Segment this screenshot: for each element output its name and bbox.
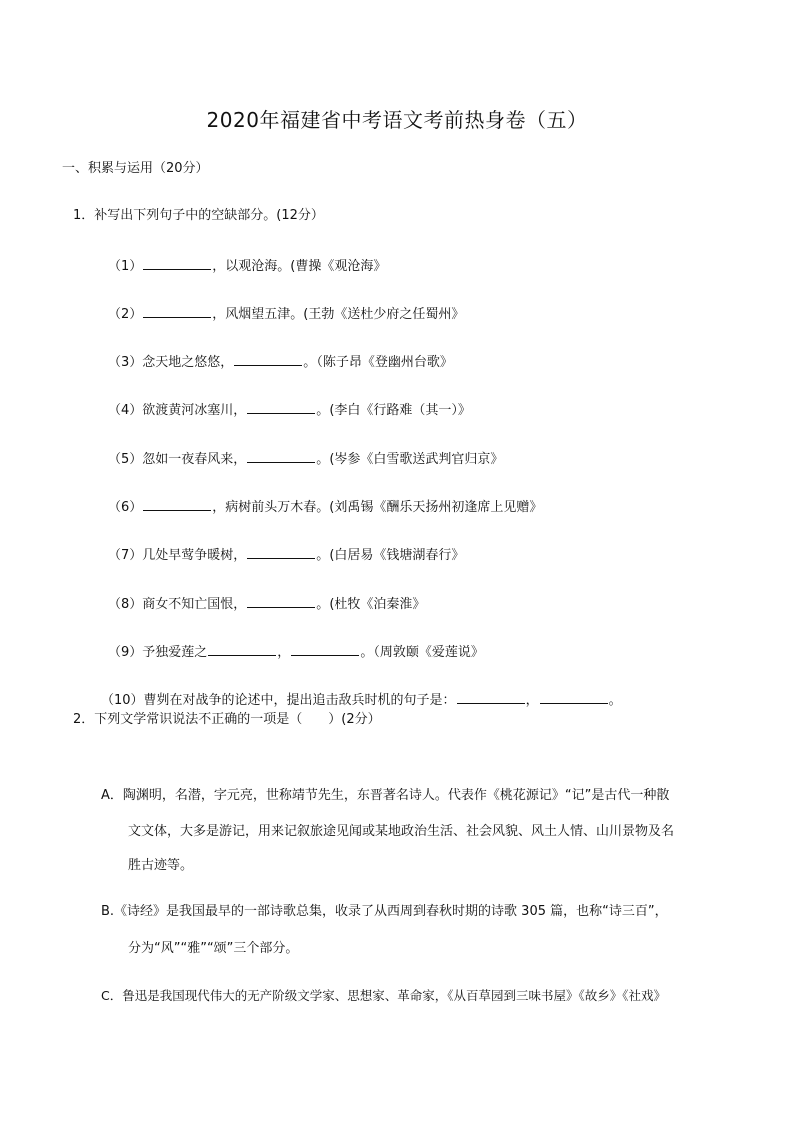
answer-blank[interactable] — [208, 642, 276, 656]
fill-item: （3）念天地之悠悠， 。（陈子昂《登幽州台歌》 — [108, 352, 453, 372]
option-a-line: A．陶渊明，名潜，字元亮，世称靖节先生，东晋著名诗人。代表作《桃花源记》“记”是古代一种散 — [101, 788, 670, 803]
answer-blank[interactable] — [247, 545, 315, 559]
answer-blank[interactable] — [457, 690, 525, 704]
fill-item: （7）几处早莺争暖树， 。(白居易《钱塘湖春行》 — [108, 545, 464, 565]
answer-blank[interactable] — [291, 642, 359, 656]
fill-item-10: （10）曹刿在对战争的论述中，提出追击敌兵时机的句子是： ， 。 — [101, 690, 622, 710]
question-2-stem: 2．下列文学常识说法不正确的一项是（ ）(2分） — [73, 712, 381, 727]
fill-item: （2） ，风烟望五津。(王勃《送杜少府之任蜀州》 — [108, 304, 464, 324]
answer-blank[interactable] — [234, 352, 302, 366]
answer-blank[interactable] — [143, 256, 211, 270]
fill-item: （6） ，病树前头万木春。(刘禹锡《酬乐天扬州初逢席上见赠》 — [108, 497, 542, 517]
option-c-line: C．鲁迅是我国现代伟大的无产阶级文学家、思想家、革命家，《从百草园到三味书屋》《故乡》《社戏》 — [101, 988, 666, 1003]
fill-item: （4）欲渡黄河冰塞川， 。(李白《行路难（其一）》 — [108, 400, 471, 420]
fill-item: （8）商女不知亡国恨， 。(杜牧《泊秦淮》 — [108, 594, 425, 614]
fill-item: （1） ，以观沧海。(曹操《观沧海》 — [108, 256, 386, 276]
answer-blank[interactable] — [247, 449, 315, 463]
fill-item: （5）忽如一夜春风来， 。(岑参《白雪歌送武判官归京》 — [108, 449, 503, 469]
page-title: 2020年福建省中考语文考前热身卷（五） — [206, 108, 588, 132]
answer-blank[interactable] — [247, 400, 315, 414]
option-a-line: 胜古迹等。 — [128, 858, 194, 873]
answer-blank[interactable] — [247, 594, 315, 608]
option-a-line: 文文体，大多是游记，用来记叙旅途见闻或某地政治生活、社会风貌、风土人情、山川景物及名 — [128, 824, 675, 839]
fill-item: （9）予独爱莲之 ， 。（周敦颐《爱莲说》 — [108, 642, 484, 662]
answer-blank[interactable] — [143, 497, 211, 511]
option-b-line: 分为“风”“雅”“颂”三个部分。 — [128, 941, 299, 956]
question-1-stem: 1．补写出下列句子中的空缺部分。(12分） — [73, 208, 324, 223]
section-heading: 一、积累与运用（20分） — [62, 161, 209, 176]
answer-blank[interactable] — [540, 690, 608, 704]
option-b-line: B.《诗经》是我国最早的一部诗歌总集，收录了从西周到春秋时期的诗歌 305 篇，也称“诗三百”， — [101, 904, 668, 919]
answer-blank[interactable] — [143, 304, 211, 318]
